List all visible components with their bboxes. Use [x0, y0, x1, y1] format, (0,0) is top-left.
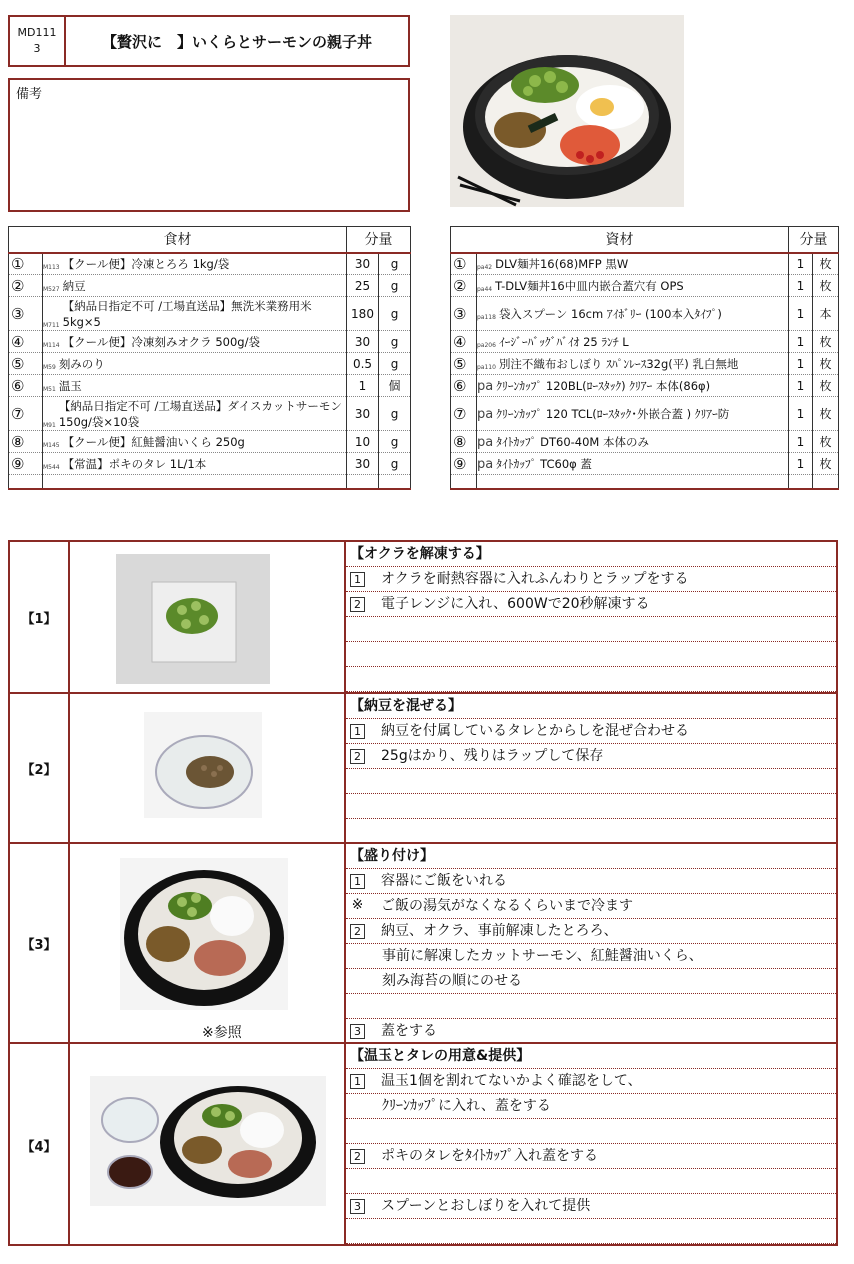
materials-item-name: DLV麺丼16(68)MFP 黒W [495, 256, 629, 271]
materials-item-name: ﾀｲﾄｶｯﾌﾟ TC60φ 蓋 [496, 456, 592, 471]
ingredients-row [9, 353, 411, 375]
note-mark: ※ [351, 896, 364, 913]
ingredients-row-unit: 個 [379, 375, 411, 397]
step-2-photo [70, 694, 346, 842]
instruction-line [346, 969, 836, 994]
materials-item-code: pa [477, 456, 494, 472]
step-number-box: 1 [350, 1074, 365, 1089]
ingredients-header-name: 食材 [9, 227, 347, 253]
materials-item-name: 別注不織布おしぼり ｽﾊﾟﾝﾚｰｽ32g(平) 乳白無地 [498, 356, 739, 371]
materials-row-number: ⑨ [451, 453, 477, 475]
ingredients-row [9, 275, 411, 297]
materials-row-number: ④ [451, 331, 477, 353]
materials-row [451, 353, 839, 375]
materials-item-code: pa206 [477, 341, 496, 349]
step-number-box: 2 [350, 749, 365, 764]
materials-row [451, 297, 839, 331]
step-2-instructions [346, 694, 836, 842]
materials-row-name-cell [477, 353, 789, 375]
materials-row [451, 397, 839, 431]
blank-line [346, 1219, 836, 1244]
blank-line [346, 617, 836, 642]
notes-box [8, 78, 410, 212]
materials-row-number: ⑥ [451, 375, 477, 397]
materials-item-code: pa110 [477, 363, 496, 371]
natto-bowl-image [144, 712, 262, 818]
materials-item-name: ｸﾘｰﾝｶｯﾌﾟ 120BL(ﾛｰｽﾀｯｸ) ｸﾘｱｰ 本体(86φ) [496, 378, 711, 393]
ingredients-item-name: 温玉 [58, 378, 82, 393]
materials-row [451, 375, 839, 397]
step-number-box: 2 [350, 1149, 365, 1164]
ingredients-item-name: 刻みのり [58, 356, 105, 371]
blank-line [346, 994, 836, 1019]
instruction-text: 納豆を付属しているタレとからしを混ぜ合わせる [381, 723, 689, 739]
instruction-text: 納豆、オクラ、事前解凍したとろろ、 [381, 923, 618, 939]
ingredients-item-code: M114 [43, 341, 60, 349]
ingredients-row-quantity: 25 [347, 275, 379, 297]
ingredients-row-quantity: 30 [347, 253, 379, 275]
ingredients-row-unit: g [379, 275, 411, 297]
ingredients-item-code: M91 [43, 421, 56, 429]
ingredients-row-name-cell [43, 397, 347, 431]
materials-row-name-cell [477, 331, 789, 353]
instruction-text: 電子レンジに入れ、600Wで20秒解凍する [381, 596, 650, 612]
materials-row [451, 431, 839, 453]
ingredients-row-number: ⑥ [9, 375, 43, 397]
ingredients-row-unit: g [379, 453, 411, 475]
materials-row-number: ⑧ [451, 431, 477, 453]
step-number-box: 1 [350, 572, 365, 587]
step-3-title: 【盛り付け】 [346, 844, 836, 869]
materials-item-name: ｲｰｼﾞｰﾊﾞｯｸﾞﾊﾞｲｵ 25 ﾗﾝﾁ L [498, 334, 629, 349]
step-4 [10, 1044, 836, 1246]
step-4-label: 【4】 [10, 1044, 70, 1246]
instruction-line [346, 744, 836, 769]
blank-line [346, 794, 836, 819]
step-3 [10, 844, 836, 1044]
materials-item-code: pa42 [477, 263, 493, 271]
ingredients-item-name: 【納品日指定不可 /工場直送品】ダイスカットサーモン 150g/袋×10袋 [58, 398, 342, 429]
ingredients-blank-cell [347, 475, 379, 489]
ingredients-item-code: M59 [43, 363, 56, 371]
instruction-text: ポキのタレをﾀｲﾄｶｯﾌﾟ入れ蓋をする [381, 1148, 598, 1164]
ingredients-row-name-cell [43, 331, 347, 353]
materials-row-quantity: 1 [789, 397, 813, 431]
step-1-title: 【オクラを解凍する】 [346, 542, 836, 567]
materials-row-number: ② [451, 275, 477, 297]
instruction-text: ご飯の湯気がなくなるくらいまで冷ます [381, 898, 633, 914]
materials-item-name: 袋入スプーン 16cm ｱｲﾎﾞﾘｰ (100本入ﾀｲﾌﾟ) [498, 306, 722, 321]
ingredients-blank-cell [43, 475, 347, 489]
materials-row-unit: 枚 [813, 375, 839, 397]
ingredients-item-name: 【常温】ポキのタレ 1L/1本 [62, 456, 207, 471]
ingredients-row-quantity: 30 [347, 453, 379, 475]
step-4-photo [70, 1044, 346, 1246]
materials-row-quantity: 1 [789, 353, 813, 375]
materials-row [451, 331, 839, 353]
ingredients-row-number: ⑧ [9, 431, 43, 453]
instruction-line [346, 592, 836, 617]
ingredients-row-number: ① [9, 253, 43, 275]
materials-item-code: pa [477, 406, 494, 422]
ingredients-row-name-cell [43, 353, 347, 375]
recipe-code-line2: 3 [33, 42, 41, 55]
notes-label: 備考 [16, 87, 43, 102]
ingredients-item-name: 納豆 [62, 278, 86, 293]
recipe-title: 【贅沢に 】いくらとサーモンの親子丼 [64, 15, 410, 67]
ingredients-row-number: ⑨ [9, 453, 43, 475]
ingredients-row-unit: g [379, 297, 411, 331]
blank-line [346, 667, 836, 692]
materials-row-number: ① [451, 253, 477, 275]
ingredients-item-code: M544 [43, 463, 60, 471]
okra-plate-image [116, 554, 270, 684]
instruction-line [346, 1094, 836, 1119]
materials-item-name: ｸﾘｰﾝｶｯﾌﾟ 120 TCL(ﾛｰｽﾀｯｸ･外嵌合蓋 ) ｸﾘｱｰ防 [496, 406, 730, 421]
ingredients-row-quantity: 180 [347, 297, 379, 331]
materials-row-name-cell [477, 375, 789, 397]
blank-line [346, 819, 836, 844]
ingredients-table [8, 226, 411, 490]
materials-row-quantity: 1 [789, 253, 813, 275]
ingredients-item-name: 【クール便】冷凍とろろ 1kg/袋 [62, 256, 230, 271]
ingredients-item-name: 【納品日指定不可 /工場直送品】無洗米業務用米5kg×5 [62, 298, 312, 329]
ingredients-row-number: ④ [9, 331, 43, 353]
materials-header-qty: 分量 [789, 227, 839, 253]
ingredients-row [9, 253, 411, 275]
ingredients-row-unit: g [379, 397, 411, 431]
materials-row-quantity: 1 [789, 375, 813, 397]
instruction-line [346, 1019, 836, 1044]
instruction-text: 刻み海苔の順にのせる [382, 973, 522, 989]
materials-row-unit: 枚 [813, 353, 839, 375]
materials-row-unit: 枚 [813, 331, 839, 353]
materials-item-code: pa [477, 434, 494, 450]
materials-row-name-cell [477, 431, 789, 453]
materials-row-name-cell [477, 453, 789, 475]
materials-row-name-cell [477, 297, 789, 331]
ingredients-item-code: M711 [43, 321, 60, 329]
materials-blank-cell [789, 475, 813, 489]
instruction-text: 蓋をする [381, 1023, 437, 1039]
materials-row-number: ⑦ [451, 397, 477, 431]
ingredients-row-unit: g [379, 353, 411, 375]
ingredients-row-name-cell [43, 431, 347, 453]
materials-item-name: T-DLV麺丼16中皿内嵌合蓋穴有 OPS [495, 278, 684, 293]
ingredients-row-unit: g [379, 253, 411, 275]
instruction-line [346, 1194, 836, 1219]
materials-row-quantity: 1 [789, 453, 813, 475]
step-4-title: 【温玉とタレの用意&提供】 [346, 1044, 836, 1069]
ingredients-row-quantity: 30 [347, 331, 379, 353]
ingredients-blank-cell [379, 475, 411, 489]
ingredients-blank-cell [9, 475, 43, 489]
step-number-box: 1 [350, 874, 365, 889]
instruction-line [346, 567, 836, 592]
materials-blank-row [451, 475, 839, 489]
materials-row-name-cell [477, 397, 789, 431]
materials-item-code: pa118 [477, 313, 496, 321]
blank-line [346, 1169, 836, 1194]
blank-line [346, 769, 836, 794]
ingredients-row-name-cell [43, 297, 347, 331]
ingredients-row-name-cell [43, 453, 347, 475]
ingredients-row-name-cell [43, 275, 347, 297]
ingredients-row-name-cell [43, 253, 347, 275]
materials-row [451, 253, 839, 275]
instruction-text: 容器にご飯をいれる [381, 873, 507, 889]
instruction-line [346, 1144, 836, 1169]
ingredients-row-number: ③ [9, 297, 43, 331]
materials-blank-cell [477, 475, 789, 489]
materials-row-unit: 枚 [813, 431, 839, 453]
step-3-photo [70, 844, 346, 1042]
materials-row [451, 275, 839, 297]
recipe-code-line1: MD111 [17, 26, 57, 39]
step-2 [10, 694, 836, 844]
materials-item-code: pa [477, 378, 494, 394]
ingredients-row [9, 397, 411, 431]
materials-item-code: pa44 [477, 285, 493, 293]
serving-set-image [90, 1076, 326, 1206]
ingredients-row-quantity: 30 [347, 397, 379, 431]
materials-row-unit: 枚 [813, 275, 839, 297]
ingredients-row-quantity: 10 [347, 431, 379, 453]
step-number-box: 3 [350, 1199, 365, 1214]
materials-row-name-cell [477, 275, 789, 297]
ingredients-row [9, 331, 411, 353]
step-number-box: 2 [350, 924, 365, 939]
ingredients-item-code: M113 [43, 263, 60, 271]
step-3-caption: ※参照 [202, 1025, 242, 1041]
materials-row [451, 453, 839, 475]
materials-row-quantity: 1 [789, 331, 813, 353]
step-3-instructions [346, 844, 836, 1042]
instruction-text: 温玉1個を割れてないかよく確認をして、 [381, 1073, 642, 1089]
ingredients-row-quantity: 0.5 [347, 353, 379, 375]
materials-row-unit: 枚 [813, 397, 839, 431]
materials-row-unit: 枚 [813, 253, 839, 275]
step-number-box: 2 [350, 597, 365, 612]
step-1 [10, 542, 836, 694]
instruction-line [346, 944, 836, 969]
materials-row-unit: 枚 [813, 453, 839, 475]
instruction-text: スプーンとおしぼりを入れて提供 [381, 1198, 591, 1214]
materials-row-quantity: 1 [789, 275, 813, 297]
ingredients-row [9, 375, 411, 397]
materials-row-quantity: 1 [789, 297, 813, 331]
recipe-code [8, 15, 66, 67]
step-3-label: 【3】 [10, 844, 70, 1042]
blank-line [346, 1119, 836, 1144]
ingredients-item-code: M145 [43, 441, 60, 449]
ingredients-row-number: ⑤ [9, 353, 43, 375]
materials-item-name: ﾀｲﾄｶｯﾌﾟ DT60-40M 本体のみ [496, 434, 649, 449]
materials-row-number: ⑤ [451, 353, 477, 375]
materials-blank-cell [813, 475, 839, 489]
ingredients-blank-row [9, 475, 411, 489]
ingredients-item-code: M51 [43, 385, 56, 393]
step-1-photo [70, 542, 346, 692]
instruction-text: 25gはかり、残りはラップして保存 [381, 748, 604, 764]
step-1-label: 【1】 [10, 542, 70, 692]
step-1-instructions [346, 542, 836, 692]
materials-table [450, 226, 839, 490]
step-2-title: 【納豆を混ぜる】 [346, 694, 836, 719]
instruction-line [346, 869, 836, 894]
ingredients-row-name-cell [43, 375, 347, 397]
ingredients-item-code: M527 [43, 285, 60, 293]
step-2-label: 【2】 [10, 694, 70, 842]
step-4-instructions [346, 1044, 836, 1246]
ingredients-row-unit: g [379, 331, 411, 353]
ingredients-item-name: 【クール便】冷凍刻みオクラ 500g/袋 [62, 334, 260, 349]
instruction-line [346, 919, 836, 944]
materials-header-name: 資材 [451, 227, 789, 253]
materials-row-quantity: 1 [789, 431, 813, 453]
blank-line [346, 642, 836, 667]
step-number-box: 1 [350, 724, 365, 739]
instruction-line [346, 719, 836, 744]
ingredients-row [9, 431, 411, 453]
materials-row-number: ③ [451, 297, 477, 331]
instruction-text: ｸﾘｰﾝｶｯﾌﾟに入れ、蓋をする [382, 1098, 551, 1114]
ingredients-row [9, 297, 411, 331]
instruction-line [346, 1069, 836, 1094]
assembled-bowl-image [120, 858, 288, 1010]
steps-section [8, 540, 838, 1246]
step-number-box: 3 [350, 1024, 365, 1039]
ingredients-row-number: ② [9, 275, 43, 297]
finished-dish-photo [450, 15, 684, 207]
ingredients-item-name: 【クール便】紅鮭醤油いくら 250g [62, 434, 245, 449]
ingredients-row [9, 453, 411, 475]
instruction-text: オクラを耐熱容器に入れふんわりとラップをする [381, 571, 689, 587]
instruction-line [346, 894, 836, 919]
materials-blank-cell [451, 475, 477, 489]
instruction-text: 事前に解凍したカットサーモン、紅鮭醤油いくら、 [382, 948, 703, 964]
materials-row-unit: 本 [813, 297, 839, 331]
ingredients-header-qty: 分量 [347, 227, 411, 253]
ingredients-row-number: ⑦ [9, 397, 43, 431]
ingredients-row-quantity: 1 [347, 375, 379, 397]
ingredients-row-unit: g [379, 431, 411, 453]
materials-row-name-cell [477, 253, 789, 275]
